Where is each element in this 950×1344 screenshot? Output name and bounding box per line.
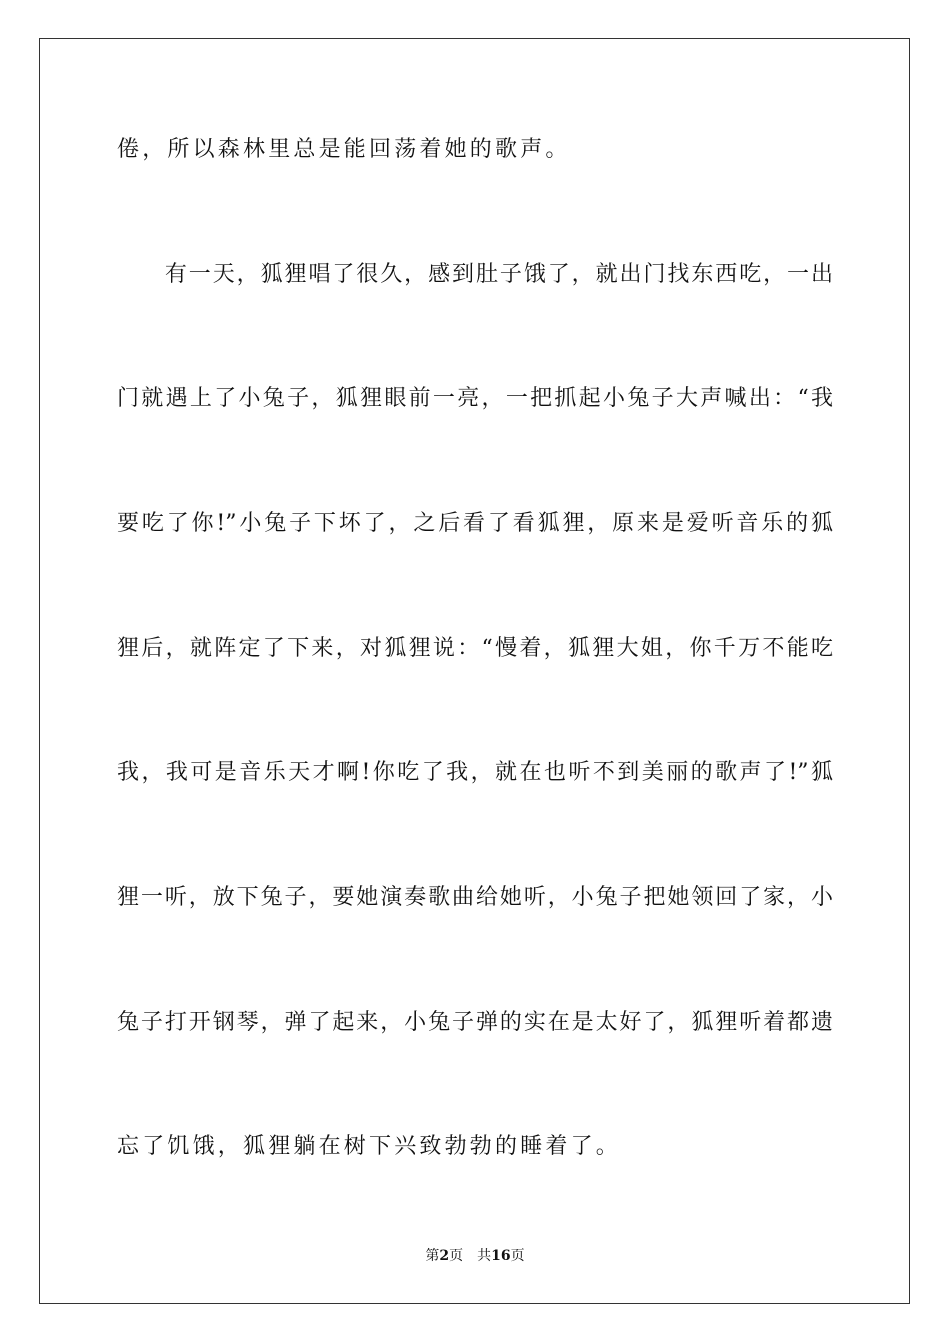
page-number: 2 bbox=[439, 1248, 450, 1264]
total-pages: 16 bbox=[491, 1248, 511, 1264]
paragraph-line-9: 忘了饥饿，狐狸躺在树下兴致勃勃的睡着了。 bbox=[117, 1134, 622, 1159]
page-border bbox=[39, 38, 910, 1304]
paragraph-line-4: 要吃了你!”小兔子下坏了，之后看了看狐狸，原来是爱听音乐的狐 bbox=[117, 511, 833, 536]
paragraph-line-1: 倦，所以森林里总是能回荡着她的歌声。 bbox=[117, 137, 571, 162]
paragraph-line-7: 狸一听，放下兔子，要她演奏歌曲给她听，小兔子把她领回了家，小 bbox=[117, 885, 833, 910]
total-prefix: 共 bbox=[477, 1248, 492, 1264]
paragraph-line-6: 我，我可是音乐天才啊!你吃了我，就在也听不到美丽的歌声了!”狐 bbox=[117, 760, 833, 785]
page-suffix: 页 bbox=[449, 1248, 464, 1264]
total-suffix: 页 bbox=[510, 1248, 525, 1264]
paragraph-line-2: 有一天，狐狸唱了很久，感到肚子饿了，就出门找东西吃，一出 bbox=[117, 262, 833, 287]
paragraph-line-5: 狸后，就阵定了下来，对狐狸说：“慢着，狐狸大姐，你千万不能吃 bbox=[117, 636, 833, 661]
page-footer bbox=[0, 1246, 950, 1266]
paragraph-line-8: 兔子打开钢琴，弹了起来，小兔子弹的实在是太好了，狐狸听着都遗 bbox=[117, 1010, 833, 1035]
paragraph-line-3: 门就遇上了小兔子，狐狸眼前一亮，一把抓起小兔子大声喊出：“我 bbox=[117, 386, 833, 411]
page-prefix: 第 bbox=[425, 1248, 440, 1264]
